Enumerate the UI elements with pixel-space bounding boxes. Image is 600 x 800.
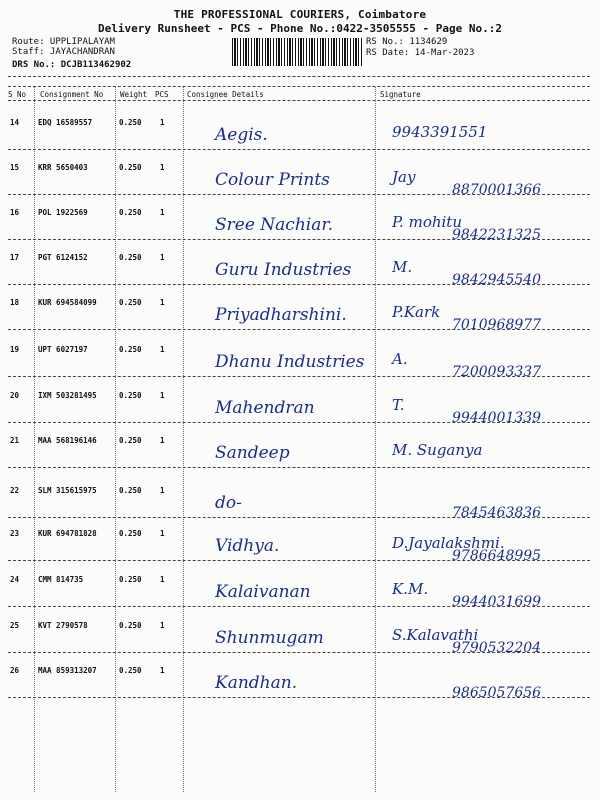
row-consignee: Priyadharshini. bbox=[215, 305, 347, 325]
row-consignment-no: SLM 315615975 bbox=[38, 486, 97, 495]
row-consignment-no: MAA 568196146 bbox=[38, 436, 97, 445]
row-pcs: 1 bbox=[160, 436, 165, 445]
row-signature: M. bbox=[392, 258, 413, 276]
row-consignee: Shunmugam bbox=[215, 628, 324, 648]
row-sno: 18 bbox=[10, 298, 20, 307]
col-header-consignee: Consignee Details bbox=[187, 90, 264, 99]
col-header-pcs: PCS bbox=[155, 90, 169, 99]
column-rule bbox=[115, 87, 116, 792]
row-phone: 9944031699 bbox=[452, 594, 542, 610]
row-consignee: Vidhya. bbox=[215, 536, 280, 556]
row-pcs: 1 bbox=[160, 486, 165, 495]
row-weight: 0.250 bbox=[119, 118, 142, 127]
col-header-consignment: Consignment No bbox=[40, 90, 104, 99]
row-weight: 0.250 bbox=[119, 208, 142, 217]
row-sno: 26 bbox=[10, 666, 20, 675]
row-divider bbox=[8, 284, 590, 285]
row-weight: 0.250 bbox=[119, 298, 142, 307]
row-phone: 8870001366 bbox=[452, 182, 542, 198]
row-divider bbox=[8, 376, 590, 377]
row-weight: 0.250 bbox=[119, 621, 142, 630]
row-pcs: 1 bbox=[160, 208, 165, 217]
row-divider bbox=[8, 239, 590, 240]
row-signature: 9943391551 bbox=[392, 123, 488, 141]
row-signature: A. bbox=[392, 350, 408, 368]
row-weight: 0.250 bbox=[119, 529, 142, 538]
row-phone: 9944001339 bbox=[452, 410, 542, 426]
row-sno: 24 bbox=[10, 575, 20, 584]
route-label: Route: UPPLIPALAYAM bbox=[12, 37, 115, 47]
row-signature: P. mohitu bbox=[392, 213, 462, 231]
row-weight: 0.250 bbox=[119, 391, 142, 400]
barcode bbox=[232, 38, 362, 66]
row-signature: Jay bbox=[392, 168, 416, 186]
row-weight: 0.250 bbox=[119, 486, 142, 495]
row-consignment-no: POL 1922569 bbox=[38, 208, 88, 217]
row-pcs: 1 bbox=[160, 575, 165, 584]
row-consignee: Sandeep bbox=[215, 443, 290, 463]
row-pcs: 1 bbox=[160, 118, 165, 127]
row-signature: P.Kark bbox=[392, 303, 441, 321]
row-weight: 0.250 bbox=[119, 436, 142, 445]
row-divider bbox=[8, 329, 590, 330]
row-signature: M. Suganya bbox=[392, 441, 483, 459]
row-consignee: Kandhan. bbox=[215, 673, 298, 693]
col-header-weight: Weight bbox=[120, 90, 148, 99]
row-phone: 7010968977 bbox=[452, 317, 542, 333]
row-phone: 9842231325 bbox=[452, 227, 542, 243]
divider bbox=[8, 100, 590, 101]
row-pcs: 1 bbox=[160, 621, 165, 630]
row-divider bbox=[8, 517, 590, 518]
row-consignment-no: UPT 6027197 bbox=[38, 345, 88, 354]
row-weight: 0.250 bbox=[119, 666, 142, 675]
row-consignment-no: EDQ 16589557 bbox=[38, 118, 93, 127]
row-consignee: do- bbox=[215, 493, 242, 513]
column-rule bbox=[34, 87, 35, 792]
row-consignment-no: IXM 503281495 bbox=[38, 391, 97, 400]
row-divider bbox=[8, 697, 590, 698]
row-sno: 14 bbox=[10, 118, 20, 127]
drs-number: DRS No.: DCJB113462902 bbox=[12, 60, 132, 70]
row-divider bbox=[8, 467, 590, 468]
row-sno: 19 bbox=[10, 345, 20, 354]
row-divider bbox=[8, 422, 590, 423]
row-consignment-no: MAA 859313207 bbox=[38, 666, 97, 675]
row-pcs: 1 bbox=[160, 345, 165, 354]
row-sno: 20 bbox=[10, 391, 20, 400]
document-subtitle: Delivery Runsheet - PCS - Phone No.:0422-3505555 - Page No.:2 bbox=[98, 22, 502, 35]
column-rule bbox=[183, 87, 184, 792]
row-pcs: 1 bbox=[160, 391, 165, 400]
row-pcs: 1 bbox=[160, 666, 165, 675]
row-consignee: Mahendran bbox=[215, 398, 315, 418]
row-consignee: Kalaivanan bbox=[215, 582, 311, 602]
row-phone: 7200093337 bbox=[452, 364, 542, 380]
row-weight: 0.250 bbox=[119, 345, 142, 354]
row-sno: 22 bbox=[10, 486, 20, 495]
row-weight: 0.250 bbox=[119, 163, 142, 172]
row-consignment-no: KUR 694584099 bbox=[38, 298, 97, 307]
row-sno: 23 bbox=[10, 529, 20, 538]
staff-label: Staff: JAYACHANDRAN bbox=[12, 47, 115, 57]
row-sno: 25 bbox=[10, 621, 20, 630]
row-consignment-no: PGT 6124152 bbox=[38, 253, 88, 262]
rs-date: RS Date: 14-Mar-2023 bbox=[366, 48, 475, 58]
row-consignee: Guru Industries bbox=[215, 260, 352, 280]
divider bbox=[8, 86, 590, 87]
row-pcs: 1 bbox=[160, 298, 165, 307]
row-phone: 9865057656 bbox=[452, 685, 542, 701]
row-pcs: 1 bbox=[160, 529, 165, 538]
row-consignment-no: KVT 2790578 bbox=[38, 621, 88, 630]
row-consignee: Sree Nachiar. bbox=[215, 215, 334, 235]
row-consignee: Colour Prints bbox=[215, 170, 330, 190]
row-sno: 16 bbox=[10, 208, 20, 217]
col-header-signature: Signature bbox=[380, 90, 421, 99]
row-divider bbox=[8, 606, 590, 607]
row-signature: K.M. bbox=[392, 580, 429, 598]
row-pcs: 1 bbox=[160, 253, 165, 262]
document-title: THE PROFESSIONAL COURIERS, Coimbatore bbox=[173, 8, 427, 21]
row-consignment-no: KUR 694781828 bbox=[38, 529, 97, 538]
row-signature: T. bbox=[392, 396, 405, 414]
row-divider bbox=[8, 149, 590, 150]
row-sno: 17 bbox=[10, 253, 20, 262]
row-phone: 7845463836 bbox=[452, 505, 542, 521]
rs-number: RS No.: 1134629 bbox=[366, 37, 448, 47]
row-weight: 0.250 bbox=[119, 253, 142, 262]
row-consignment-no: KRR 5650403 bbox=[38, 163, 88, 172]
row-weight: 0.250 bbox=[119, 575, 142, 584]
row-pcs: 1 bbox=[160, 163, 165, 172]
row-phone: 9786648995 bbox=[452, 548, 542, 564]
row-divider bbox=[8, 560, 590, 561]
row-sno: 15 bbox=[10, 163, 20, 172]
row-divider bbox=[8, 652, 590, 653]
row-phone: 9790532204 bbox=[452, 640, 542, 656]
row-sno: 21 bbox=[10, 436, 20, 445]
row-consignee: Aegis. bbox=[215, 125, 268, 145]
row-divider bbox=[8, 194, 590, 195]
row-consignment-no: CMM 814735 bbox=[38, 575, 84, 584]
divider bbox=[8, 76, 590, 77]
row-phone: 9842945540 bbox=[452, 272, 542, 288]
row-signature: D.Jayalakshmi. bbox=[392, 534, 505, 552]
row-consignee: Dhanu Industries bbox=[215, 352, 365, 372]
row-signature: S.Kalavathi bbox=[392, 626, 479, 644]
column-rule bbox=[375, 87, 376, 792]
col-header-sno: S No bbox=[8, 90, 27, 99]
